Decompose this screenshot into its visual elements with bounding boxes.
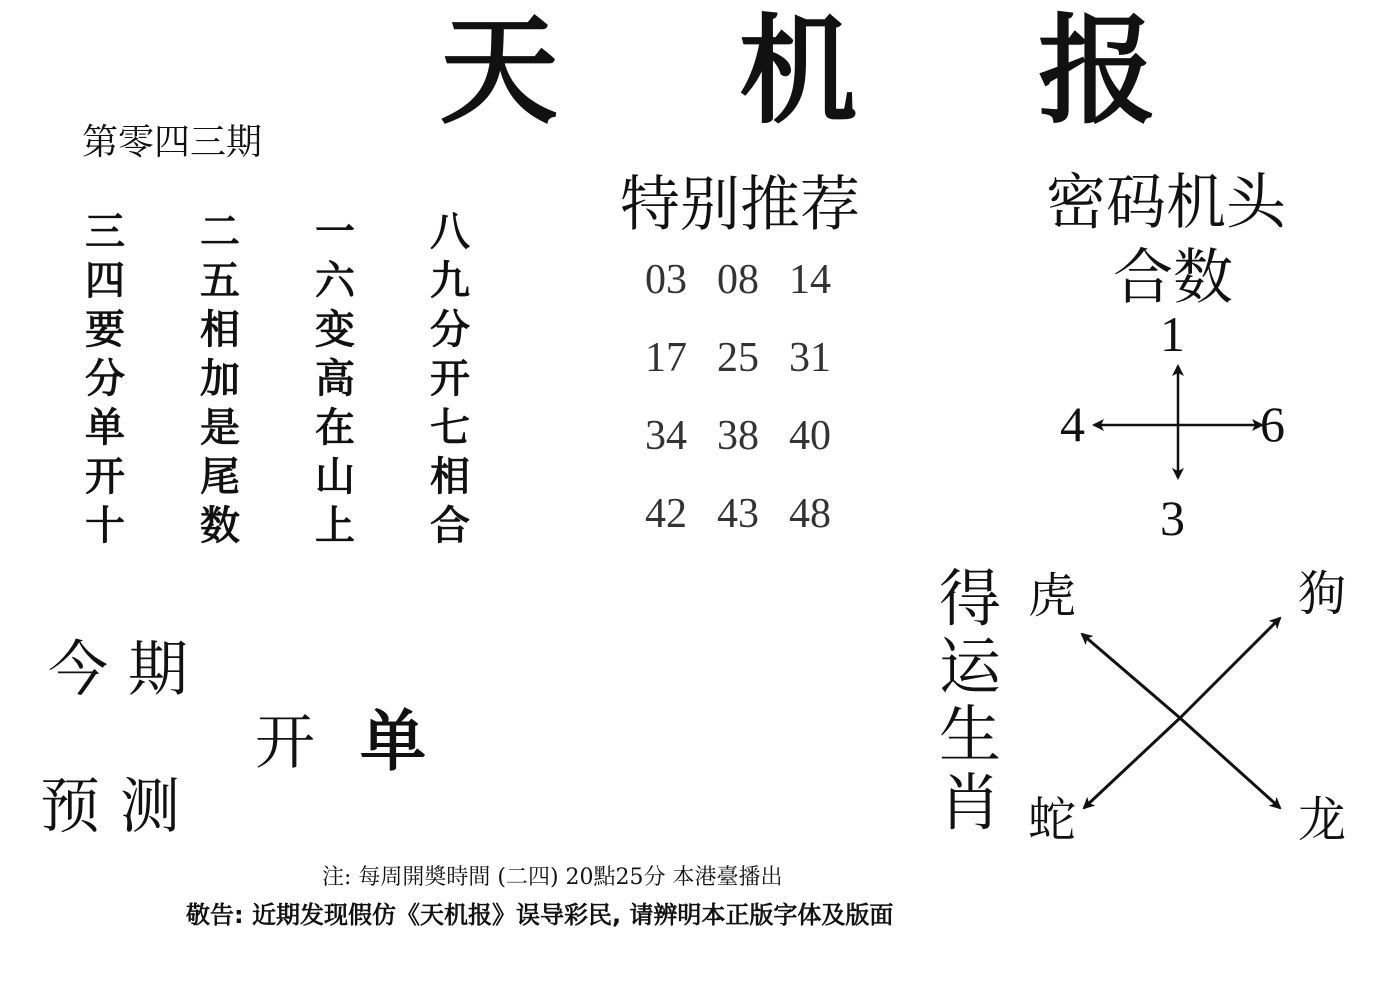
lucky-zodiac-title-char: 生 — [938, 698, 1001, 771]
zodiac-x-arrows — [1082, 618, 1280, 808]
arrow-upleft-icon — [1082, 634, 1180, 718]
code-head-bottom: 3 — [1160, 490, 1185, 546]
arrow-downleft-icon — [1084, 718, 1180, 808]
verse-char: 数 — [200, 503, 240, 549]
prediction-dan: 单 — [360, 703, 426, 780]
number-cell: 03 — [645, 257, 687, 303]
zodiac-bottom-right: 龙 — [1298, 792, 1347, 848]
number-cell: 31 — [789, 335, 831, 381]
verse-char: 变 — [315, 307, 355, 353]
verse-char: 二 — [200, 209, 240, 255]
number-cell: 40 — [789, 413, 831, 459]
verse-char: 相 — [200, 307, 240, 353]
verse-char: 九 — [430, 258, 470, 304]
verse-char: 开 — [85, 454, 125, 500]
verse-char: 在 — [315, 405, 355, 451]
code-head-title: 密码机头 — [1046, 168, 1286, 238]
verse-char: 相 — [430, 454, 470, 500]
verse-char: 尾 — [200, 454, 240, 500]
number-cell: 25 — [717, 335, 759, 381]
code-head-cross-arrows — [1094, 366, 1262, 478]
verse-char: 加 — [200, 356, 240, 402]
verse-char: 一 — [315, 209, 355, 255]
verse-char: 五 — [200, 258, 240, 304]
verse-char: 四 — [85, 258, 125, 304]
verse-char: 要 — [85, 307, 125, 353]
zodiac-bottom-left: 蛇 — [1028, 792, 1077, 848]
prediction-label-top: 今期 — [48, 635, 208, 705]
code-head-subtitle: 合数 — [1113, 243, 1233, 313]
verse-char: 上 — [315, 503, 355, 549]
number-cell: 08 — [717, 257, 759, 303]
issue-number: 第零四三期 — [82, 122, 263, 163]
verse-char: 开 — [430, 356, 470, 402]
lucky-zodiac-title-char: 得 — [938, 562, 1001, 635]
verse-char: 是 — [200, 405, 240, 451]
page-title: 天 机 报 — [440, 1, 1227, 140]
code-head-top: 1 — [1160, 306, 1185, 362]
lucky-zodiac-title-char: 肖 — [938, 766, 1001, 839]
number-cell: 48 — [789, 491, 831, 537]
arrow-downright-icon — [1180, 718, 1280, 808]
zodiac-top-right: 狗 — [1298, 566, 1347, 622]
number-cell: 14 — [789, 257, 831, 303]
number-cell: 17 — [645, 335, 687, 381]
verse-char: 单 — [85, 405, 125, 451]
verse-char: 六 — [315, 258, 355, 304]
number-cell: 38 — [717, 413, 759, 459]
number-cell: 34 — [645, 413, 687, 459]
verse-char: 三 — [85, 209, 125, 255]
code-head-right: 6 — [1260, 396, 1285, 452]
footer-warning: 敬告: 近期发现假仿《天机报》误导彩民, 请辨明本正版字体及版面 — [186, 901, 894, 929]
verse-char: 七 — [430, 405, 470, 451]
special-recommendation-title: 特别推荐 — [620, 170, 860, 240]
verse-char: 合 — [430, 503, 470, 549]
verse-char: 八 — [430, 209, 470, 255]
arrow-upright-icon — [1180, 618, 1280, 718]
verse-char: 高 — [315, 356, 355, 402]
lucky-zodiac-title-char: 运 — [938, 630, 1001, 703]
verse-char: 分 — [85, 356, 125, 402]
number-cell: 42 — [645, 491, 687, 537]
footer-note: 注: 每周開奬時間 (二四) 20點25分 本港臺播出 — [322, 865, 783, 890]
code-head-left: 4 — [1060, 396, 1085, 452]
verse-char: 山 — [315, 454, 355, 500]
verse-char: 分 — [430, 307, 470, 353]
zodiac-top-left: 虎 — [1028, 568, 1077, 624]
prediction-kai: 开 — [255, 708, 315, 778]
prediction-label-bottom: 预测 — [40, 772, 200, 842]
number-cell: 43 — [717, 491, 759, 537]
verse-char: 十 — [85, 503, 125, 549]
